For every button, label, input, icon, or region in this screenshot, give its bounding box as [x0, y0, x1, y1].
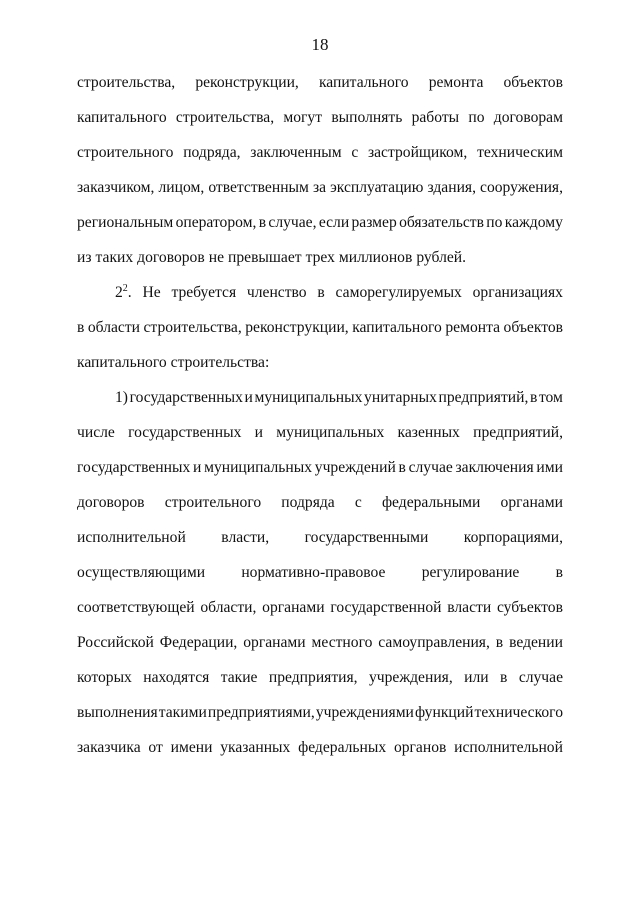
text-line — [77, 668, 563, 688]
word: капитального — [77, 109, 167, 126]
text-line — [77, 178, 563, 198]
word: заказчика — [77, 739, 141, 756]
word: каждому — [504, 214, 563, 231]
word: ремонта — [445, 319, 501, 336]
paragraph-first-line — [115, 283, 563, 303]
word: регулирование — [421, 564, 520, 581]
word: Российской — [77, 634, 154, 651]
word: или — [464, 669, 489, 686]
word: капитального — [318, 74, 409, 91]
word: указанных — [220, 739, 291, 756]
text-line — [77, 318, 563, 338]
word: оператором, — [175, 214, 257, 231]
word: с — [351, 144, 359, 161]
text-line — [77, 143, 563, 163]
word: из — [77, 249, 92, 266]
word: муниципальных — [204, 459, 313, 476]
word: предприятия, — [268, 669, 358, 686]
text-line — [77, 73, 563, 93]
word: Федерации, — [159, 634, 238, 651]
word: унитарных — [364, 389, 437, 406]
word: подряда — [281, 494, 335, 511]
word: технического — [474, 704, 563, 721]
text-line — [77, 108, 563, 128]
word: соответствующей — [77, 599, 195, 616]
text-line — [77, 738, 563, 758]
word: капитального — [77, 354, 167, 371]
word: такими — [158, 704, 207, 721]
word: за — [312, 179, 327, 196]
word: ими — [536, 459, 563, 476]
word: органами — [500, 494, 563, 511]
word: членство — [246, 284, 307, 301]
word: федеральными — [381, 494, 481, 511]
word: объектов — [503, 319, 563, 336]
text-line — [77, 423, 563, 443]
word: заказчиком, — [77, 179, 155, 196]
word: от — [148, 739, 163, 756]
word: превышает — [228, 249, 302, 266]
text-line — [77, 598, 563, 618]
paragraph-first-line-text — [128, 283, 563, 303]
word: и — [193, 459, 202, 476]
word: осуществляющими — [77, 564, 206, 581]
word: государственными — [304, 529, 429, 546]
word: местного — [311, 634, 373, 651]
word: капитального — [352, 319, 442, 336]
word: исполнительной — [454, 739, 563, 756]
word: такие — [220, 669, 258, 686]
word: лицом, — [158, 179, 205, 196]
word: миллионов — [338, 249, 413, 266]
word: находятся — [143, 669, 210, 686]
word: муниципальных — [276, 424, 385, 441]
word: саморегулируемых — [335, 284, 462, 301]
word: в — [258, 214, 267, 231]
word: реконструкции, — [245, 319, 349, 336]
word: эксплуатацию — [330, 179, 424, 196]
word: заключения — [455, 459, 534, 476]
word: предприятиями, — [207, 704, 315, 721]
word: ответственным — [208, 179, 309, 196]
word: органами — [262, 599, 325, 616]
word: объектов — [503, 74, 563, 91]
word: власти — [447, 599, 492, 616]
word: предприятий, — [473, 424, 563, 441]
word: здания, — [427, 179, 476, 196]
paragraph-number-superscript: 2 — [122, 283, 128, 294]
word: учреждениями — [315, 704, 414, 721]
word: таких — [95, 249, 134, 266]
word: числе — [77, 424, 115, 441]
word: в — [77, 319, 85, 336]
word: имени — [170, 739, 213, 756]
word: техническим — [477, 144, 563, 161]
word: случае — [518, 669, 563, 686]
word: требуется — [171, 284, 237, 301]
word: власти, — [221, 529, 270, 546]
word: сооружения, — [480, 179, 563, 196]
word: рублей. — [416, 249, 467, 266]
word: . — [127, 284, 132, 301]
word: строительства, — [175, 109, 275, 126]
text-line — [77, 353, 563, 373]
word: строительного — [77, 144, 174, 161]
word: субъектов — [496, 599, 563, 616]
word: ремонта — [428, 74, 484, 91]
word: подряда, — [183, 144, 241, 161]
word: области, — [200, 599, 257, 616]
word: если — [318, 214, 350, 231]
text-line — [77, 528, 563, 548]
word: и — [254, 424, 264, 441]
word: федеральных — [298, 739, 387, 756]
word: выполнять — [331, 109, 403, 126]
word: по — [486, 214, 503, 231]
word: в — [495, 634, 504, 651]
word: органов — [393, 739, 447, 756]
word: строительного — [164, 494, 262, 511]
word: и — [244, 389, 253, 406]
word: региональным — [77, 214, 174, 231]
word: нормативно-правовое — [241, 564, 386, 581]
word: строительства: — [170, 354, 270, 371]
word: договорам — [493, 109, 563, 126]
text-line — [77, 458, 563, 478]
text-line — [77, 563, 563, 583]
word: реконструкции, — [195, 74, 299, 91]
word: по — [468, 109, 485, 126]
word: трех — [305, 249, 335, 266]
text-line — [77, 248, 563, 268]
word: размер — [351, 214, 397, 231]
word: корпорациями, — [463, 529, 563, 546]
word: государственных — [77, 459, 191, 476]
word: могут — [283, 109, 323, 126]
word: строительства, — [77, 74, 176, 91]
text-line — [77, 703, 563, 723]
word: муниципальных — [254, 389, 363, 406]
word: том — [538, 389, 563, 406]
text-line — [115, 388, 563, 408]
word: не — [208, 249, 224, 266]
word: ведении — [509, 634, 563, 651]
word: предприятий, — [438, 389, 529, 406]
word: в — [555, 564, 563, 581]
word: заключенным — [250, 144, 342, 161]
word: функций — [414, 704, 474, 721]
word: случае — [408, 459, 453, 476]
word: учреждения, — [368, 669, 453, 686]
text-line — [77, 213, 563, 233]
word: учреждений — [314, 459, 396, 476]
word: договоров — [77, 494, 145, 511]
word: которых — [77, 669, 132, 686]
word: самоуправления, — [378, 634, 490, 651]
word: в — [317, 284, 325, 301]
word: застройщиком, — [367, 144, 468, 161]
word: в — [500, 669, 508, 686]
word: исполнительной — [77, 529, 186, 546]
word: 1) — [115, 389, 128, 406]
word: области — [87, 319, 141, 336]
word: государственных — [128, 424, 242, 441]
word: с — [354, 494, 362, 511]
paragraph-number: $2^2$ — [115, 283, 128, 301]
text-line — [77, 493, 563, 513]
word: Не — [142, 284, 161, 301]
word: государственной — [330, 599, 442, 616]
word: договоров — [137, 249, 205, 266]
page-number: 18 — [311, 35, 329, 54]
word: случае, — [268, 214, 317, 231]
word: в — [398, 459, 406, 476]
word: обязательств — [399, 214, 484, 231]
word: государственных — [129, 389, 243, 406]
word: казенных — [397, 424, 460, 441]
word: в — [529, 389, 538, 406]
word: строительства, — [143, 319, 242, 336]
word: органами — [243, 634, 306, 651]
word: выполнения — [77, 704, 158, 721]
word: организациях — [472, 284, 563, 301]
word: работы — [411, 109, 460, 126]
text-line — [77, 633, 563, 653]
